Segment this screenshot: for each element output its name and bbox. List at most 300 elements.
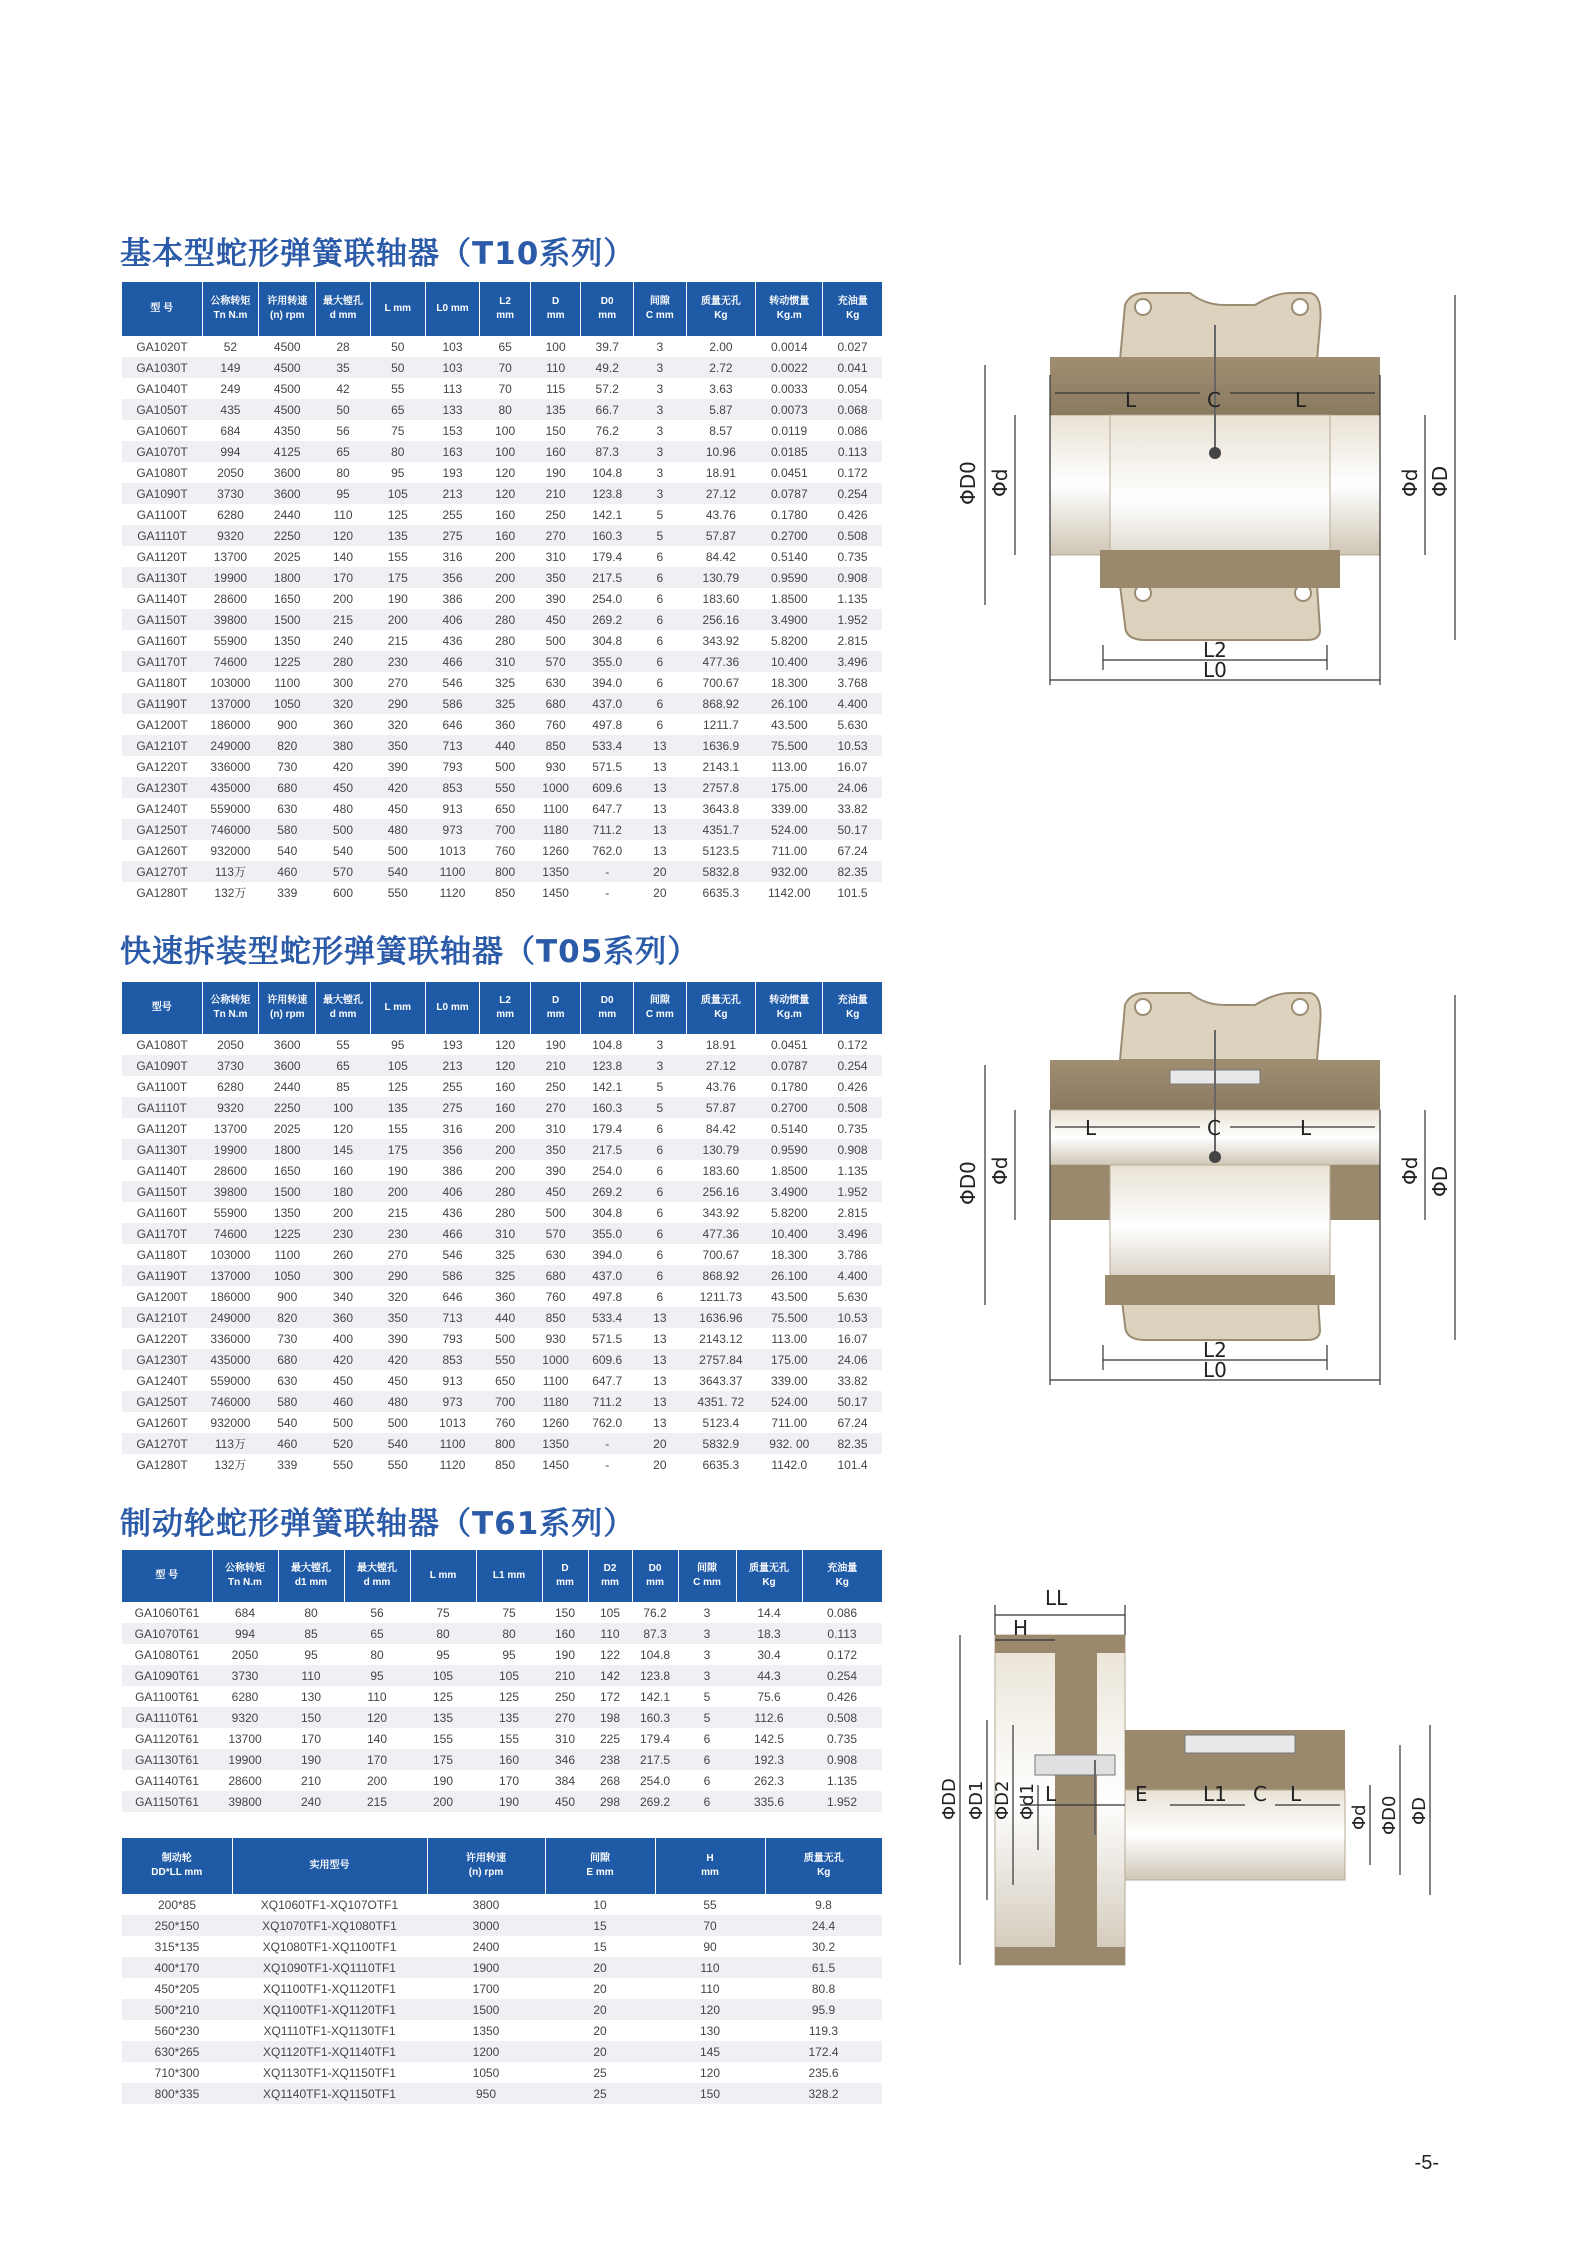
table-cell: 2250 — [259, 525, 316, 546]
table-cell: 74600 — [202, 1223, 259, 1244]
table-row — [122, 735, 882, 756]
table-cell: 153 — [425, 420, 480, 441]
table-cell: 113.00 — [756, 1328, 823, 1349]
table-cell: 172.4 — [765, 2041, 882, 2062]
table-cell: 339 — [259, 1454, 316, 1475]
table-cell: 0.0451 — [756, 462, 823, 483]
column-header — [259, 282, 316, 336]
table-cell: 570 — [530, 651, 581, 672]
table-cell: 3600 — [259, 1034, 316, 1055]
column-header — [480, 282, 531, 336]
table-cell: 104.8 — [632, 1644, 678, 1665]
column-header-line2: mm — [598, 1009, 617, 1020]
table-cell: 140 — [344, 1728, 410, 1749]
table-cell: 255 — [425, 1076, 480, 1097]
table-cell: 25 — [545, 2062, 655, 2083]
label-L: L — [1295, 388, 1307, 412]
spec-table-t61 — [122, 1550, 882, 1812]
table-cell: 95 — [344, 1665, 410, 1686]
table-cell: GA1070T61 — [122, 1623, 212, 1644]
column-header-line1: D — [552, 296, 560, 307]
table-cell: 497.8 — [581, 714, 634, 735]
table-cell: 179.4 — [581, 1118, 634, 1139]
table-cell: 4351.7 — [686, 819, 755, 840]
column-header — [316, 982, 371, 1034]
label-L: L — [1085, 1116, 1097, 1140]
table-cell: 932.00 — [756, 861, 823, 882]
table-cell: GA1200T — [122, 714, 202, 735]
table-cell: 145 — [316, 1139, 371, 1160]
column-header — [802, 1550, 882, 1602]
table-cell: 4500 — [259, 357, 316, 378]
table-cell: 1350 — [259, 1202, 316, 1223]
table-cell: 450 — [316, 777, 371, 798]
table-cell: 973 — [425, 1391, 480, 1412]
table-row — [122, 1791, 882, 1812]
table-cell: 120 — [480, 1055, 531, 1076]
table-cell: XQ1110TF1-XQ1130TF1 — [232, 2020, 427, 2041]
table-cell: 0.086 — [823, 420, 882, 441]
table-cell: 0.735 — [823, 546, 882, 567]
table-cell: 0.508 — [823, 1097, 882, 1118]
table-cell: 75.500 — [756, 735, 823, 756]
table-cell: 145 — [655, 2041, 765, 2062]
table-cell: 0.0787 — [756, 1055, 823, 1076]
column-header-line1: 转动惯量 — [769, 995, 810, 1006]
table-cell: 6 — [634, 651, 687, 672]
column-header-line2: (n) rpm — [270, 1009, 305, 1020]
table-cell: 186000 — [202, 714, 259, 735]
table-cell: 760 — [530, 1286, 581, 1307]
table-cell: 155 — [410, 1728, 476, 1749]
table-cell: 33.82 — [823, 1370, 882, 1391]
table-cell: 280 — [480, 1181, 531, 1202]
table-cell: 66.7 — [581, 399, 634, 420]
table-cell: XQ1130TF1-XQ1150TF1 — [232, 2062, 427, 2083]
table-cell: 210 — [530, 1055, 581, 1076]
table-cell: 3600 — [259, 462, 316, 483]
table-cell: 435000 — [202, 1349, 259, 1370]
table-cell: GA1140T61 — [122, 1770, 212, 1791]
table-cell: 132万 — [202, 882, 259, 903]
table-cell: 110 — [278, 1665, 344, 1686]
table-cell: 450 — [370, 798, 425, 819]
table-cell: 160.3 — [581, 525, 634, 546]
table-cell: 800 — [480, 1433, 531, 1454]
table-row — [122, 2062, 882, 2083]
table-cell: 28600 — [202, 1160, 259, 1181]
table-cell: 2.815 — [823, 630, 882, 651]
table-cell: 630 — [259, 798, 316, 819]
column-header-line2: mm — [701, 1867, 719, 1878]
table-cell: 87.3 — [632, 1623, 678, 1644]
table-cell: 43.76 — [686, 504, 755, 525]
column-header-line2: Kg.m — [776, 1009, 802, 1020]
table-cell: GA1100T — [122, 1076, 202, 1097]
column-header — [634, 982, 687, 1034]
table-cell: 524.00 — [756, 1391, 823, 1412]
table-cell: 280 — [480, 609, 531, 630]
table-cell: 238 — [588, 1749, 632, 1770]
table-cell: XQ1100TF1-XQ1120TF1 — [232, 1999, 427, 2020]
table-cell: GA1110T — [122, 1097, 202, 1118]
table-cell: 270 — [530, 525, 581, 546]
table-cell: XQ1060TF1-XQ107OTF1 — [232, 1894, 427, 1915]
table-cell: 125 — [410, 1686, 476, 1707]
column-header — [259, 982, 316, 1034]
table-cell: 6 — [634, 1202, 687, 1223]
table-cell: 390 — [530, 1160, 581, 1181]
table-cell: 420 — [316, 1349, 371, 1370]
table-cell: 684 — [202, 420, 259, 441]
table-cell: 95 — [316, 483, 371, 504]
table-cell: 4500 — [259, 399, 316, 420]
table-cell: 533.4 — [581, 1307, 634, 1328]
table-cell: 3 — [634, 336, 687, 357]
table-cell: 1350 — [259, 630, 316, 651]
column-header — [212, 1550, 278, 1602]
table-cell: 50 — [370, 357, 425, 378]
table-cell: 269.2 — [632, 1791, 678, 1812]
table-row — [122, 336, 882, 357]
table-cell: 170 — [344, 1749, 410, 1770]
table-row — [122, 861, 882, 882]
table-cell: 1900 — [427, 1957, 545, 1978]
table-cell: 1100 — [530, 798, 581, 819]
table-cell: 609.6 — [581, 777, 634, 798]
table-cell: 112.6 — [736, 1707, 802, 1728]
label-L: L — [1300, 1116, 1312, 1140]
column-header-line2: Kg.m — [776, 310, 802, 321]
table-cell: 6 — [634, 630, 687, 651]
table-cell: 0.0014 — [756, 336, 823, 357]
table-cell: 0.426 — [802, 1686, 882, 1707]
label-D0: ΦD0 — [956, 461, 980, 505]
column-header-line2: d mm — [329, 310, 357, 321]
table-cell: 336000 — [202, 756, 259, 777]
table-cell: 249000 — [202, 1307, 259, 1328]
table-row — [122, 1223, 882, 1244]
table-cell: 325 — [480, 693, 531, 714]
table-cell: 4125 — [259, 441, 316, 462]
table-row — [122, 1454, 882, 1475]
table-cell: XQ1090TF1-XQ1110TF1 — [232, 1957, 427, 1978]
table-cell: 61.5 — [765, 1957, 882, 1978]
table-cell: 200 — [480, 588, 531, 609]
table-cell: 650 — [480, 798, 531, 819]
table-cell: 435 — [202, 399, 259, 420]
table-row — [122, 1412, 882, 1433]
table-cell: 142.1 — [632, 1686, 678, 1707]
table-cell: 3800 — [427, 1894, 545, 1915]
table-cell: 49.2 — [581, 357, 634, 378]
table-cell: 183.60 — [686, 588, 755, 609]
table-cell: 343.92 — [686, 630, 755, 651]
table-cell: 135 — [476, 1707, 542, 1728]
label-D0: ΦD0 — [956, 1161, 980, 1205]
table-cell: 6 — [678, 1749, 736, 1770]
table-cell: 339.00 — [756, 798, 823, 819]
column-header — [588, 1550, 632, 1602]
table-cell: 150 — [655, 2083, 765, 2104]
table-cell: 6635.3 — [686, 882, 755, 903]
table-cell: 540 — [370, 861, 425, 882]
table-cell: 0.0787 — [756, 483, 823, 504]
label-L1: L1 — [1203, 1782, 1227, 1806]
label-L2: L2 — [1203, 638, 1227, 662]
column-header — [410, 1550, 476, 1602]
table-cell: 850 — [530, 735, 581, 756]
table-row — [122, 1328, 882, 1349]
table-row — [122, 1602, 882, 1623]
table-cell: GA1060T — [122, 420, 202, 441]
table-cell: 39800 — [202, 609, 259, 630]
table-row — [122, 651, 882, 672]
table-cell: 2050 — [202, 462, 259, 483]
table-cell: 4.400 — [823, 1265, 882, 1286]
table-cell: 190 — [370, 1160, 425, 1181]
table-cell: 26.100 — [756, 693, 823, 714]
column-header — [655, 1838, 765, 1894]
label-E: E — [1135, 1782, 1148, 1806]
table-cell: 3 — [678, 1602, 736, 1623]
table-cell: 500 — [480, 1328, 531, 1349]
table-cell: 225 — [588, 1728, 632, 1749]
table-cell: 3730 — [202, 483, 259, 504]
table-cell: 123.8 — [632, 1665, 678, 1686]
table-cell: 254.0 — [581, 1160, 634, 1181]
table-row — [122, 1055, 882, 1076]
table-cell: 9320 — [202, 525, 259, 546]
table-cell: 0.426 — [823, 1076, 882, 1097]
table-cell: 65 — [480, 336, 531, 357]
table-cell: 1636.9 — [686, 735, 755, 756]
table-cell: 550 — [316, 1454, 371, 1475]
table-cell: 394.0 — [581, 1244, 634, 1265]
table-cell: GA1260T — [122, 1412, 202, 1433]
column-header-line1: 最大镗孔 — [323, 995, 364, 1006]
table-cell: 0.908 — [823, 567, 882, 588]
table-cell: 39.7 — [581, 336, 634, 357]
table-cell: 355.0 — [581, 651, 634, 672]
table-cell: 1225 — [259, 1223, 316, 1244]
table-cell: 20 — [545, 2020, 655, 2041]
table-cell: 0.0073 — [756, 399, 823, 420]
table-cell: 560*230 — [122, 2020, 232, 2041]
table-cell: GA1210T — [122, 1307, 202, 1328]
table-cell: 190 — [542, 1644, 588, 1665]
column-header-line2: Tn N.m — [213, 310, 248, 321]
table-cell: 179.4 — [632, 1728, 678, 1749]
table-cell: 105 — [588, 1602, 632, 1623]
table-cell: 994 — [212, 1623, 278, 1644]
table-cell: 70 — [480, 378, 531, 399]
label-d-right: Φd — [1398, 468, 1422, 497]
table-cell: 298 — [588, 1791, 632, 1812]
table-cell: 65 — [316, 1055, 371, 1076]
label-D: ΦD — [1428, 1165, 1452, 1197]
table-cell: 160 — [530, 441, 581, 462]
table-cell: 3 — [634, 462, 687, 483]
label-H: H — [1013, 1616, 1029, 1640]
table-cell: 85 — [278, 1623, 344, 1644]
table-cell: 230 — [370, 1223, 425, 1244]
table-cell: 123.8 — [581, 1055, 634, 1076]
table-cell: 6 — [634, 567, 687, 588]
column-header-line1: 型 号 — [155, 1570, 179, 1581]
table-cell: 310 — [480, 1223, 531, 1244]
table-cell: 113万 — [202, 861, 259, 882]
table-cell: 0.254 — [823, 1055, 882, 1076]
table-cell: 18.300 — [756, 672, 823, 693]
table-cell: 215 — [344, 1791, 410, 1812]
table-cell: 150 — [542, 1602, 588, 1623]
table-cell: 450 — [542, 1791, 588, 1812]
table-cell: 477.36 — [686, 1223, 755, 1244]
table-cell: GA1270T — [122, 861, 202, 882]
table-cell: 390 — [530, 588, 581, 609]
table-cell: 268 — [588, 1770, 632, 1791]
table-cell: 3 — [634, 441, 687, 462]
table-cell: 1350 — [427, 2020, 545, 2041]
table-row — [122, 357, 882, 378]
table-cell: 13 — [634, 1328, 687, 1349]
table-row — [122, 714, 882, 735]
table-row — [122, 1265, 882, 1286]
table-cell: GA1260T — [122, 840, 202, 861]
table-cell: 20 — [545, 1978, 655, 1999]
table-cell: 160 — [316, 1160, 371, 1181]
table-cell: 13 — [634, 1391, 687, 1412]
table-cell: 497.8 — [581, 1286, 634, 1307]
table-cell: 104.8 — [581, 1034, 634, 1055]
table-cell: GA1130T — [122, 1139, 202, 1160]
table-row — [122, 756, 882, 777]
table-cell: 249 — [202, 378, 259, 399]
table-cell: 24.06 — [823, 777, 882, 798]
table-cell: 200 — [480, 1118, 531, 1139]
label-D0: ΦD0 — [1379, 1795, 1400, 1835]
label-L0: L0 — [1203, 1358, 1227, 1382]
table-cell: 142.1 — [581, 1076, 634, 1097]
table-cell: 200 — [480, 546, 531, 567]
table-cell: 142 — [588, 1665, 632, 1686]
table-cell: 70 — [655, 1915, 765, 1936]
table-cell: 460 — [259, 861, 316, 882]
table-cell: 1800 — [259, 567, 316, 588]
table-cell: 13700 — [202, 1118, 259, 1139]
table-row — [122, 1936, 882, 1957]
table-cell: 6280 — [202, 1076, 259, 1097]
table-cell: 65 — [370, 399, 425, 420]
table-row — [122, 462, 882, 483]
table-cell: 13 — [634, 1370, 687, 1391]
table-cell: 5 — [678, 1707, 736, 1728]
column-header — [427, 1838, 545, 1894]
table-cell: 95 — [370, 1034, 425, 1055]
table-cell: 310 — [530, 1118, 581, 1139]
table-cell: 5.630 — [823, 1286, 882, 1307]
table-cell: 120 — [480, 483, 531, 504]
table-cell: 95.9 — [765, 1999, 882, 2020]
table-cell: 150 — [530, 420, 581, 441]
label-L: L — [1045, 1782, 1057, 1806]
table-cell: 0.9590 — [756, 1139, 823, 1160]
table-cell: 586 — [425, 693, 480, 714]
table-cell: 14.4 — [736, 1602, 802, 1623]
label-C: C — [1207, 1116, 1221, 1140]
table-row — [122, 1076, 882, 1097]
table-cell: 546 — [425, 1244, 480, 1265]
table-cell: 200 — [370, 1181, 425, 1202]
table-cell: GA1270T — [122, 1433, 202, 1454]
table-cell: 103000 — [202, 672, 259, 693]
table-row — [122, 630, 882, 651]
table-cell: 186000 — [202, 1286, 259, 1307]
table-cell: 270 — [370, 1244, 425, 1265]
table-cell: 325 — [480, 1265, 531, 1286]
column-header-line1: D0 — [648, 1563, 662, 1574]
table-cell: 1650 — [259, 588, 316, 609]
table-cell: 1450 — [530, 882, 581, 903]
table-cell: 35 — [316, 357, 371, 378]
table-cell: 3.786 — [823, 1244, 882, 1265]
table-cell: 179.4 — [581, 546, 634, 567]
column-header-line2: mm — [546, 310, 565, 321]
table-cell: 0.172 — [823, 462, 882, 483]
table-cell: 0.735 — [802, 1728, 882, 1749]
column-header-line2: L0 mm — [436, 303, 469, 314]
table-cell: GA1140T — [122, 588, 202, 609]
table-cell: 500 — [370, 1412, 425, 1433]
table-cell: 80.8 — [765, 1978, 882, 1999]
table-cell: - — [581, 882, 634, 903]
table-cell: 0.172 — [802, 1644, 882, 1665]
table-cell: 250 — [530, 1076, 581, 1097]
column-header — [686, 982, 755, 1034]
label-D: ΦD — [1409, 1796, 1430, 1825]
label-D: ΦD — [1428, 465, 1452, 497]
table-row — [122, 1978, 882, 1999]
table-cell: 230 — [316, 1223, 371, 1244]
table-cell: 480 — [316, 798, 371, 819]
column-header — [480, 982, 531, 1034]
table-cell: 290 — [370, 1265, 425, 1286]
table-cell: 437.0 — [581, 693, 634, 714]
table-cell: 711.2 — [581, 1391, 634, 1412]
table-cell: 5 — [634, 504, 687, 525]
table-cell: 13 — [634, 1349, 687, 1370]
table-cell: 304.8 — [581, 1202, 634, 1223]
table-cell: 80 — [316, 462, 371, 483]
table-cell: 85 — [316, 1076, 371, 1097]
table-cell: 200 — [316, 1202, 371, 1223]
table-cell: 280 — [316, 651, 371, 672]
table-row — [122, 1160, 882, 1181]
table-row — [122, 882, 882, 903]
table-cell: 155 — [476, 1728, 542, 1749]
label-d: Φd — [988, 468, 1012, 497]
column-header-line1: 间隙 — [590, 1853, 610, 1864]
table-cell: 256.16 — [686, 609, 755, 630]
table-cell: 5.630 — [823, 714, 882, 735]
table-cell: 250 — [530, 504, 581, 525]
spec-table-t10 — [122, 282, 882, 903]
table-cell: 0.113 — [823, 441, 882, 462]
table-cell: 3600 — [259, 483, 316, 504]
table-cell: 9320 — [202, 1097, 259, 1118]
table-cell: GA1090T — [122, 1055, 202, 1076]
